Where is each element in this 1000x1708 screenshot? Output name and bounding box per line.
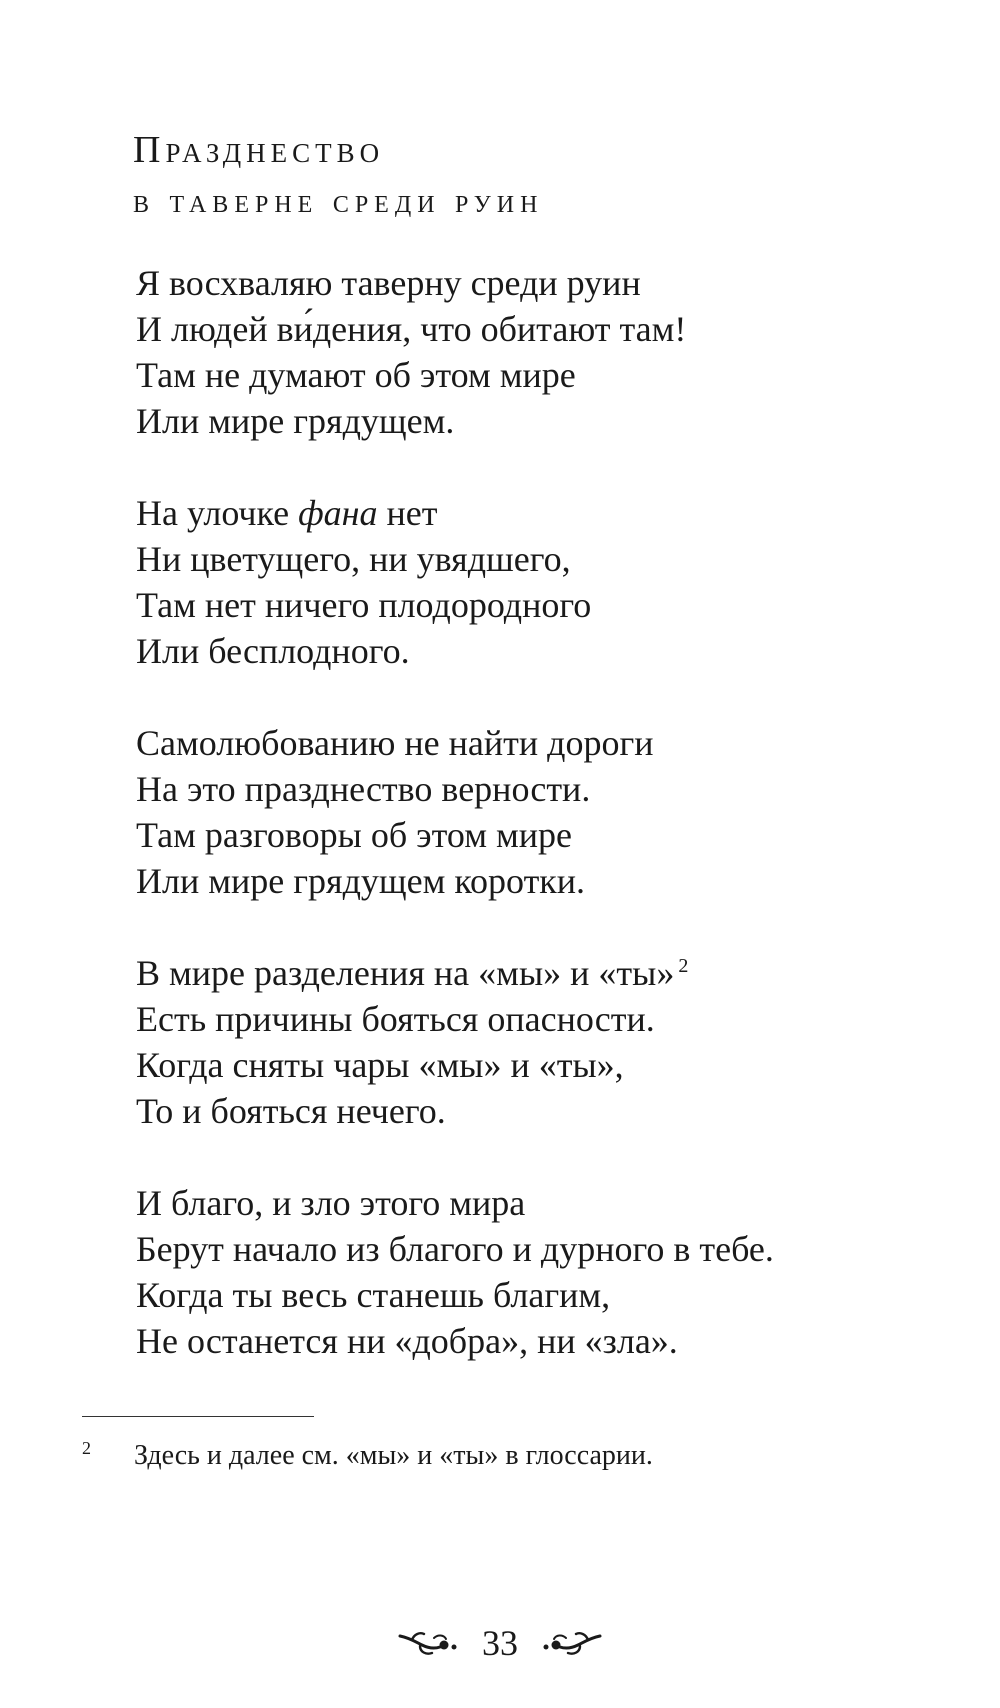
verse-line: То и бояться нечего. <box>136 1091 446 1131</box>
verse-line: Я восхваляю таверну среди руин <box>136 263 641 303</box>
verse-line <box>136 950 936 996</box>
verse-line: Есть причины бояться опасности. <box>136 999 655 1039</box>
verse-text: нет <box>377 493 438 533</box>
verse-line: Самолюбованию не найти дороги <box>136 723 654 763</box>
verse-line <box>136 490 936 536</box>
page-footer <box>0 1617 1000 1665</box>
stanza-1 <box>136 260 936 444</box>
stanza-2 <box>136 490 936 674</box>
footnote-divider <box>82 1416 314 1417</box>
page-number: 33 <box>482 1622 518 1663</box>
poem-title-line-1: Празднество <box>133 129 385 171</box>
verse-line: Ни цветущего, ни увядшего, <box>136 539 571 579</box>
footnote-reference[interactable]: 2 <box>678 955 689 977</box>
stanza-4 <box>136 950 936 1134</box>
floral-ornament-left-icon <box>398 1628 460 1658</box>
verse-line: Или мире грядущем. <box>136 401 455 441</box>
verse-line: Там нет ничего плодородного <box>136 585 592 625</box>
verse-line: Или бесплодного. <box>136 631 410 671</box>
stanza-3 <box>136 720 936 904</box>
poem-body <box>136 260 936 1410</box>
verse-text: В мире разделения на «мы» и «ты» <box>136 953 675 993</box>
verse-line: Берут начало из благого и дурного в тебе. <box>136 1229 774 1269</box>
verse-line: И благо, и зло этого мира <box>136 1183 526 1223</box>
floral-ornament-right-icon <box>540 1628 602 1658</box>
poem-title-line-2: в таверне среди руин <box>133 183 544 220</box>
poem-title <box>133 124 543 228</box>
stanza-5 <box>136 1180 936 1364</box>
verse-line: Там разговоры об этом мире <box>136 815 573 855</box>
verse-line: Или мире грядущем коротки. <box>136 861 586 901</box>
verse-line: Не останется ни «добра», ни «зла». <box>136 1321 678 1361</box>
italic-term-fana: фана <box>298 493 378 533</box>
verse-text: На улочке <box>136 493 299 533</box>
verse-line: Когда сняты чары «мы» и «ты», <box>136 1045 624 1085</box>
verse-line: На это празднество верности. <box>136 769 591 809</box>
verse-line: Когда ты весь станешь благим, <box>136 1275 611 1315</box>
verse-line: Там не думают об этом мире <box>136 355 576 395</box>
footnote-text: Здесь и далее см. «мы» и «ты» в глоссарии. <box>134 1440 653 1471</box>
verse-line: И людей ви́дения, что обитают там! <box>136 309 687 349</box>
footnote: 2 Здесь и далее см. «мы» и «ты» в глоссарии. <box>82 1437 653 1471</box>
